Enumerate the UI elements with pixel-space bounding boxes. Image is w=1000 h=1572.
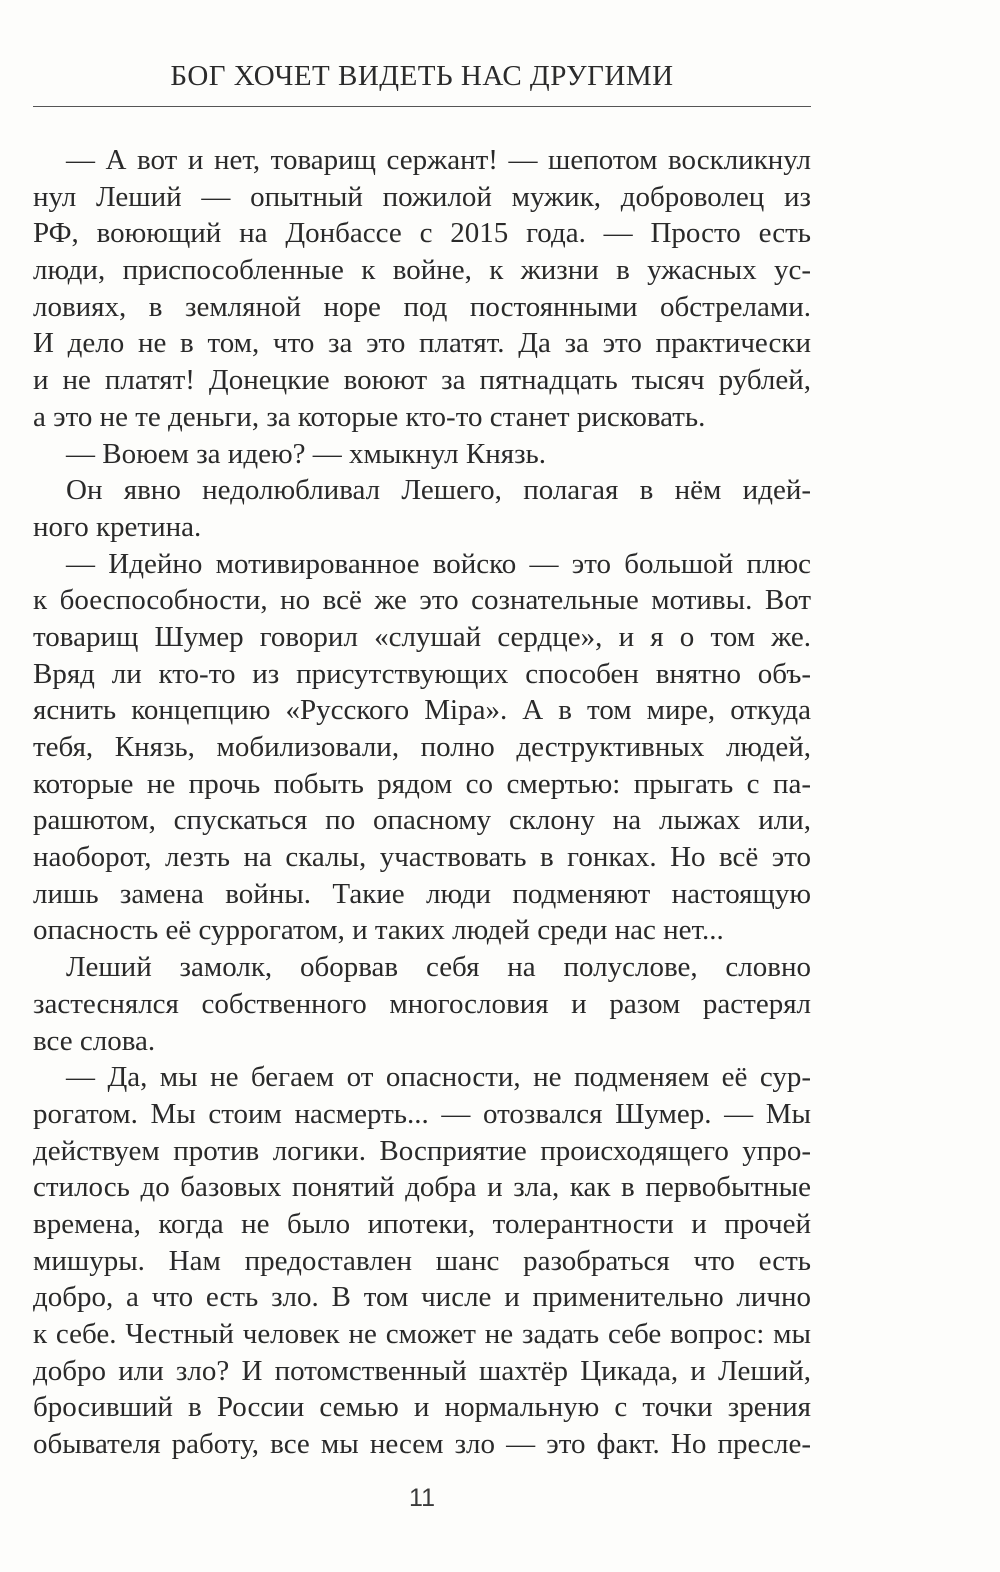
text-line: — Воюем за идею? — хмыкнул Князь. bbox=[66, 437, 547, 470]
text-line: стилось до базовых понятий добра и зла, как в первобытные bbox=[33, 1171, 811, 1204]
text-line: яснить концепцию «Русского Міра». А в том мире, откуда bbox=[33, 694, 811, 727]
text-line: лишь замена войны. Такие люди подменяют настоящую bbox=[33, 877, 811, 910]
text-line: бросивший в России семью и нормальную с точки зрения bbox=[33, 1391, 811, 1424]
text-line: рашютом, спускаться по опасному склону на лыжах или, bbox=[33, 804, 811, 837]
page-number: 11 bbox=[409, 1484, 435, 1512]
text-line: добро, а что есть зло. В том числе и применительно лично bbox=[33, 1281, 811, 1314]
text-line: мишуры. Нам предоставлен шанс разобраться что есть bbox=[33, 1244, 811, 1277]
text-line: к себе. Честный человек не сможет не задать себе вопрос: мы bbox=[33, 1318, 811, 1350]
text-line: и не платят! Донецкие воюют за пятнадцать тысяч рублей, bbox=[33, 364, 811, 397]
text-line: все слова. bbox=[33, 1024, 156, 1057]
running-title: БОГ ХОЧЕТ ВИДЕТЬ НАС ДРУГИМИ bbox=[170, 60, 674, 92]
text-line: ного кретина. bbox=[33, 510, 202, 543]
text-line: люди, приспособленные к войне, к жизни в ужасных ус- bbox=[33, 254, 811, 287]
text-line: — А вот и нет, товарищ сержант! — шепотом воскликнул bbox=[66, 144, 811, 176]
text-line: застеснялся собственного многословия и разом растерял bbox=[33, 987, 811, 1020]
text-line: а это не те деньги, за которые кто-то станет рисковать. bbox=[33, 400, 706, 433]
body-text bbox=[33, 142, 811, 1463]
text-line: товарищ Шумер говорил «слушай сердце», и я о том же. bbox=[33, 620, 811, 653]
text-line: РФ, воюющий на Донбассе с 2015 года. — Просто есть bbox=[33, 217, 811, 250]
text-line: которые не прочь побыть рядом со смертью: прыгать с па- bbox=[33, 767, 811, 800]
text-line: рогатом. Мы стоим насмерть... — отозвался Шумер. — Мы bbox=[33, 1097, 811, 1130]
text-line: добро или зло? И потомственный шахтёр Цикада, и Леший, bbox=[33, 1354, 811, 1387]
text-line: к боеспособности, но всё же это сознательные мотивы. Вот bbox=[33, 584, 811, 617]
text-line: И дело не в том, что за это платят. Да за это практически bbox=[33, 327, 811, 360]
text-line: — Да, мы не бегаем от опасности, не подменяем её сур- bbox=[66, 1061, 811, 1094]
text-line: Он явно недолюбливал Лешего, полагая в нём идей- bbox=[66, 474, 811, 507]
text-line: действуем против логики. Восприятие происходящего упро- bbox=[33, 1134, 811, 1167]
text-line: — Идейно мотивированное войско — это большой плюс bbox=[66, 547, 811, 580]
text-line: обывателя работу, все мы несем зло — это факт. Но пресле- bbox=[33, 1428, 811, 1461]
text-line: наоборот, лезть на скалы, участвовать в гонках. Но всё это bbox=[33, 841, 811, 874]
text-line: нул Леший — опытный пожилой мужик, доброволец из bbox=[33, 180, 811, 213]
text-line: опасность её суррогатом, и таких людей среди нас нет... bbox=[33, 914, 724, 947]
text-line: Леший замолк, оборвав себя на полуслове, словно bbox=[66, 951, 811, 984]
text-line: Вряд ли кто-то из присутствующих способен внятно объ- bbox=[33, 657, 811, 690]
text-line: тебя, Князь, мобилизовали, полно деструктивных людей, bbox=[33, 731, 811, 763]
text-line: времена, когда не было ипотеки, толерантности и прочей bbox=[33, 1207, 811, 1240]
text-line: ловиях, в земляной норе под постоянными обстрелами. bbox=[33, 290, 811, 323]
header-rule bbox=[33, 106, 811, 107]
